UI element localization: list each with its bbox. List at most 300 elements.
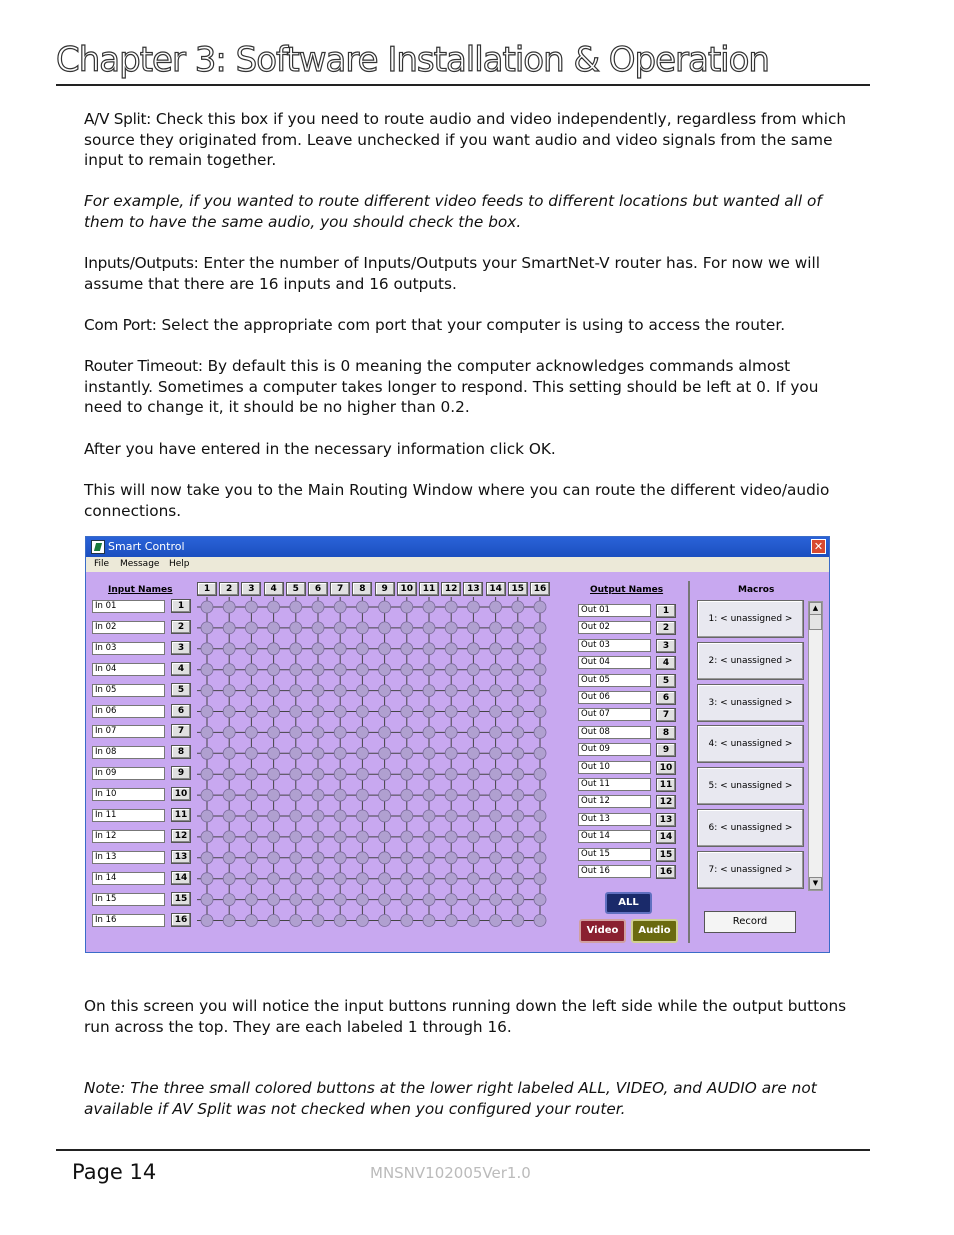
crosspoint-node[interactable] <box>512 706 524 718</box>
crosspoint-node[interactable] <box>245 831 257 843</box>
crosspoint-node[interactable] <box>467 831 479 843</box>
crosspoint-node[interactable] <box>445 622 457 634</box>
crosspoint-node[interactable] <box>268 831 280 843</box>
crosspoint-node[interactable] <box>245 894 257 906</box>
crosspoint-node[interactable] <box>268 685 280 697</box>
output-button[interactable]: 10 <box>397 582 417 596</box>
crosspoint-node[interactable] <box>379 601 391 613</box>
crosspoint-node[interactable] <box>401 789 413 801</box>
output-name-field[interactable]: Out 03 <box>578 639 651 652</box>
crosspoint-node[interactable] <box>290 789 302 801</box>
output-name-field[interactable]: Out 02 <box>578 621 651 634</box>
crosspoint-node[interactable] <box>312 852 324 864</box>
crosspoint-node[interactable] <box>534 873 546 885</box>
crosspoint-node[interactable] <box>223 810 235 822</box>
crosspoint-node[interactable] <box>401 915 413 927</box>
crosspoint-node[interactable] <box>290 915 302 927</box>
output-side-button[interactable]: 7 <box>656 708 676 722</box>
output-button[interactable]: 4 <box>264 582 284 596</box>
crosspoint-node[interactable] <box>223 726 235 738</box>
input-button[interactable]: 9 <box>171 766 191 780</box>
input-button[interactable]: 14 <box>171 871 191 885</box>
crosspoint-node[interactable] <box>512 726 524 738</box>
input-name-field[interactable]: In 15 <box>92 893 165 906</box>
input-name-field[interactable]: In 06 <box>92 705 165 718</box>
crosspoint-node[interactable] <box>245 789 257 801</box>
crosspoint-node[interactable] <box>356 768 368 780</box>
macro-button[interactable]: 1: < unassigned > <box>697 600 804 638</box>
crosspoint-node[interactable] <box>268 643 280 655</box>
crosspoint-node[interactable] <box>401 873 413 885</box>
crosspoint-node[interactable] <box>467 810 479 822</box>
crosspoint-node[interactable] <box>312 685 324 697</box>
output-name-field[interactable]: Out 11 <box>578 778 651 791</box>
output-name-field[interactable]: Out 07 <box>578 708 651 721</box>
crosspoint-node[interactable] <box>356 894 368 906</box>
close-icon[interactable]: ✕ <box>811 539 826 554</box>
crosspoint-node[interactable] <box>467 789 479 801</box>
crosspoint-node[interactable] <box>534 852 546 864</box>
output-side-button[interactable]: 12 <box>656 795 676 809</box>
crosspoint-node[interactable] <box>334 601 346 613</box>
crosspoint-node[interactable] <box>490 852 502 864</box>
crosspoint-node[interactable] <box>334 873 346 885</box>
crosspoint-node[interactable] <box>490 601 502 613</box>
crosspoint-node[interactable] <box>268 789 280 801</box>
crosspoint-node[interactable] <box>312 831 324 843</box>
output-button[interactable]: 5 <box>286 582 306 596</box>
crosspoint-node[interactable] <box>223 768 235 780</box>
crosspoint-node[interactable] <box>490 706 502 718</box>
output-side-button[interactable]: 13 <box>656 813 676 827</box>
crosspoint-node[interactable] <box>268 873 280 885</box>
crosspoint-node[interactable] <box>423 622 435 634</box>
crosspoint-node[interactable] <box>401 601 413 613</box>
crosspoint-node[interactable] <box>423 643 435 655</box>
crosspoint-node[interactable] <box>512 747 524 759</box>
crosspoint-node[interactable] <box>512 622 524 634</box>
output-side-button[interactable]: 10 <box>656 761 676 775</box>
crosspoint-node[interactable] <box>201 768 213 780</box>
output-button[interactable]: 2 <box>219 582 239 596</box>
crosspoint-node[interactable] <box>512 852 524 864</box>
crosspoint-node[interactable] <box>312 643 324 655</box>
input-name-field[interactable]: In 11 <box>92 809 165 822</box>
crosspoint-node[interactable] <box>534 643 546 655</box>
crosspoint-node[interactable] <box>201 852 213 864</box>
input-name-field[interactable]: In 09 <box>92 767 165 780</box>
crosspoint-node[interactable] <box>223 873 235 885</box>
crosspoint-node[interactable] <box>356 664 368 676</box>
macro-button[interactable]: 4: < unassigned > <box>697 725 804 763</box>
crosspoint-node[interactable] <box>445 831 457 843</box>
crosspoint-node[interactable] <box>445 915 457 927</box>
crosspoint-node[interactable] <box>512 768 524 780</box>
output-button[interactable]: 11 <box>419 582 439 596</box>
crosspoint-node[interactable] <box>534 601 546 613</box>
crosspoint-node[interactable] <box>245 643 257 655</box>
macro-button[interactable]: 5: < unassigned > <box>697 767 804 805</box>
crosspoint-node[interactable] <box>312 726 324 738</box>
crosspoint-node[interactable] <box>490 789 502 801</box>
output-button[interactable]: 12 <box>441 582 461 596</box>
output-name-field[interactable]: Out 12 <box>578 795 651 808</box>
crosspoint-node[interactable] <box>534 894 546 906</box>
crosspoint-node[interactable] <box>290 831 302 843</box>
crosspoint-node[interactable] <box>201 706 213 718</box>
crosspoint-node[interactable] <box>467 601 479 613</box>
crosspoint-node[interactable] <box>290 685 302 697</box>
output-side-button[interactable]: 5 <box>656 674 676 688</box>
crosspoint-node[interactable] <box>201 601 213 613</box>
crosspoint-node[interactable] <box>356 810 368 822</box>
crosspoint-node[interactable] <box>290 747 302 759</box>
output-button[interactable]: 15 <box>508 582 528 596</box>
crosspoint-node[interactable] <box>290 643 302 655</box>
output-name-field[interactable]: Out 10 <box>578 761 651 774</box>
crosspoint-node[interactable] <box>445 852 457 864</box>
crosspoint-node[interactable] <box>334 726 346 738</box>
crosspoint-node[interactable] <box>201 810 213 822</box>
crosspoint-node[interactable] <box>379 810 391 822</box>
crosspoint-node[interactable] <box>245 664 257 676</box>
crosspoint-node[interactable] <box>379 768 391 780</box>
crosspoint-node[interactable] <box>334 706 346 718</box>
input-name-field[interactable]: In 04 <box>92 663 165 676</box>
crosspoint-node[interactable] <box>356 726 368 738</box>
crosspoint-node[interactable] <box>245 873 257 885</box>
crosspoint-node[interactable] <box>490 747 502 759</box>
crosspoint-node[interactable] <box>223 915 235 927</box>
crosspoint-node[interactable] <box>423 768 435 780</box>
output-button[interactable]: 16 <box>530 582 550 596</box>
crosspoint-node[interactable] <box>490 915 502 927</box>
input-name-field[interactable]: In 03 <box>92 642 165 655</box>
crosspoint-node[interactable] <box>245 726 257 738</box>
crosspoint-node[interactable] <box>201 726 213 738</box>
crosspoint-node[interactable] <box>290 726 302 738</box>
crosspoint-node[interactable] <box>223 643 235 655</box>
crosspoint-node[interactable] <box>312 810 324 822</box>
menu-file[interactable]: File <box>94 559 110 569</box>
crosspoint-node[interactable] <box>512 601 524 613</box>
crosspoint-node[interactable] <box>268 706 280 718</box>
input-button[interactable]: 6 <box>171 704 191 718</box>
crosspoint-node[interactable] <box>401 831 413 843</box>
crosspoint-node[interactable] <box>401 768 413 780</box>
crosspoint-node[interactable] <box>512 643 524 655</box>
crosspoint-node[interactable] <box>268 726 280 738</box>
crosspoint-node[interactable] <box>268 747 280 759</box>
crosspoint-node[interactable] <box>490 685 502 697</box>
crosspoint-node[interactable] <box>490 873 502 885</box>
crosspoint-node[interactable] <box>334 915 346 927</box>
crosspoint-node[interactable] <box>245 706 257 718</box>
input-name-field[interactable]: In 16 <box>92 914 165 927</box>
crosspoint-node[interactable] <box>467 915 479 927</box>
crosspoint-node[interactable] <box>423 789 435 801</box>
macro-button[interactable]: 6: < unassigned > <box>697 809 804 847</box>
crosspoint-node[interactable] <box>334 685 346 697</box>
output-name-field[interactable]: Out 04 <box>578 656 651 669</box>
crosspoint-node[interactable] <box>290 894 302 906</box>
input-button[interactable]: 7 <box>171 724 191 738</box>
crosspoint-node[interactable] <box>512 664 524 676</box>
crosspoint-node[interactable] <box>401 747 413 759</box>
crosspoint-node[interactable] <box>467 664 479 676</box>
crosspoint-node[interactable] <box>445 706 457 718</box>
crosspoint-node[interactable] <box>423 873 435 885</box>
crosspoint-node[interactable] <box>312 873 324 885</box>
output-button[interactable]: 1 <box>197 582 217 596</box>
output-button[interactable]: 9 <box>375 582 395 596</box>
crosspoint-node[interactable] <box>534 622 546 634</box>
crosspoint-node[interactable] <box>223 831 235 843</box>
input-button[interactable]: 15 <box>171 892 191 906</box>
crosspoint-node[interactable] <box>534 768 546 780</box>
input-name-field[interactable]: In 05 <box>92 684 165 697</box>
crosspoint-node[interactable] <box>423 831 435 843</box>
crosspoint-node[interactable] <box>312 915 324 927</box>
crosspoint-node[interactable] <box>445 789 457 801</box>
output-name-field[interactable]: Out 06 <box>578 691 651 704</box>
crosspoint-node[interactable] <box>401 852 413 864</box>
crosspoint-node[interactable] <box>379 894 391 906</box>
crosspoint-node[interactable] <box>290 622 302 634</box>
crosspoint-node[interactable] <box>379 664 391 676</box>
input-button[interactable]: 16 <box>171 913 191 927</box>
crosspoint-node[interactable] <box>379 747 391 759</box>
input-name-field[interactable]: In 13 <box>92 851 165 864</box>
crosspoint-node[interactable] <box>445 685 457 697</box>
crosspoint-node[interactable] <box>534 664 546 676</box>
crosspoint-node[interactable] <box>312 894 324 906</box>
crosspoint-node[interactable] <box>312 664 324 676</box>
crosspoint-node[interactable] <box>490 622 502 634</box>
crosspoint-node[interactable] <box>534 789 546 801</box>
crosspoint-node[interactable] <box>201 915 213 927</box>
crosspoint-node[interactable] <box>512 873 524 885</box>
crosspoint-node[interactable] <box>379 873 391 885</box>
crosspoint-node[interactable] <box>401 685 413 697</box>
crosspoint-node[interactable] <box>356 622 368 634</box>
crosspoint-node[interactable] <box>401 810 413 822</box>
crosspoint-node[interactable] <box>534 706 546 718</box>
crosspoint-node[interactable] <box>379 852 391 864</box>
crosspoint-node[interactable] <box>223 747 235 759</box>
menu-help[interactable]: Help <box>169 559 190 569</box>
output-side-button[interactable]: 11 <box>656 778 676 792</box>
audio-button[interactable]: Audio <box>631 919 678 943</box>
crosspoint-node[interactable] <box>223 852 235 864</box>
crosspoint-node[interactable] <box>334 852 346 864</box>
crosspoint-node[interactable] <box>245 915 257 927</box>
scroll-down-icon[interactable]: ▼ <box>809 877 822 890</box>
crosspoint-node[interactable] <box>245 852 257 864</box>
crosspoint-node[interactable] <box>334 789 346 801</box>
crosspoint-node[interactable] <box>201 873 213 885</box>
crosspoint-node[interactable] <box>356 601 368 613</box>
input-name-field[interactable]: In 08 <box>92 746 165 759</box>
output-button[interactable]: 7 <box>330 582 350 596</box>
crosspoint-node[interactable] <box>201 831 213 843</box>
crosspoint-node[interactable] <box>534 685 546 697</box>
crosspoint-node[interactable] <box>467 852 479 864</box>
crosspoint-node[interactable] <box>201 894 213 906</box>
crosspoint-node[interactable] <box>423 894 435 906</box>
crosspoint-node[interactable] <box>356 831 368 843</box>
crosspoint-node[interactable] <box>223 664 235 676</box>
input-button[interactable]: 4 <box>171 662 191 676</box>
output-side-button[interactable]: 8 <box>656 726 676 740</box>
output-side-button[interactable]: 3 <box>656 639 676 653</box>
crosspoint-node[interactable] <box>356 706 368 718</box>
crosspoint-node[interactable] <box>223 601 235 613</box>
output-side-button[interactable]: 6 <box>656 691 676 705</box>
crosspoint-node[interactable] <box>490 726 502 738</box>
output-side-button[interactable]: 14 <box>656 830 676 844</box>
output-button[interactable]: 6 <box>308 582 328 596</box>
scroll-thumb[interactable] <box>809 614 822 630</box>
crosspoint-node[interactable] <box>312 601 324 613</box>
input-button[interactable]: 10 <box>171 787 191 801</box>
output-name-field[interactable]: Out 08 <box>578 726 651 739</box>
crosspoint-node[interactable] <box>245 747 257 759</box>
output-button[interactable]: 13 <box>463 582 483 596</box>
output-name-field[interactable]: Out 05 <box>578 674 651 687</box>
crosspoint-node[interactable] <box>512 915 524 927</box>
crosspoint-node[interactable] <box>534 831 546 843</box>
crosspoint-node[interactable] <box>312 706 324 718</box>
crosspoint-node[interactable] <box>290 664 302 676</box>
crosspoint-node[interactable] <box>356 685 368 697</box>
input-button[interactable]: 8 <box>171 745 191 759</box>
output-button[interactable]: 3 <box>241 582 261 596</box>
crosspoint-node[interactable] <box>445 643 457 655</box>
crosspoint-node[interactable] <box>334 747 346 759</box>
input-button[interactable]: 2 <box>171 620 191 634</box>
crosspoint-node[interactable] <box>467 894 479 906</box>
input-button[interactable]: 3 <box>171 641 191 655</box>
crosspoint-node[interactable] <box>290 768 302 780</box>
macro-button[interactable]: 3: < unassigned > <box>697 684 804 722</box>
crosspoint-node[interactable] <box>334 810 346 822</box>
crosspoint-node[interactable] <box>490 894 502 906</box>
crosspoint-node[interactable] <box>312 622 324 634</box>
input-button[interactable]: 5 <box>171 683 191 697</box>
crosspoint-node[interactable] <box>401 664 413 676</box>
crosspoint-node[interactable] <box>379 789 391 801</box>
crosspoint-node[interactable] <box>290 852 302 864</box>
crosspoint-node[interactable] <box>290 873 302 885</box>
crosspoint-node[interactable] <box>401 706 413 718</box>
crosspoint-node[interactable] <box>445 747 457 759</box>
output-name-field[interactable]: Out 09 <box>578 743 651 756</box>
crosspoint-node[interactable] <box>245 810 257 822</box>
crosspoint-node[interactable] <box>423 747 435 759</box>
crosspoint-node[interactable] <box>245 768 257 780</box>
crosspoint-node[interactable] <box>423 706 435 718</box>
output-button[interactable]: 8 <box>352 582 372 596</box>
crosspoint-node[interactable] <box>423 601 435 613</box>
macro-button[interactable]: 2: < unassigned > <box>697 642 804 680</box>
input-button[interactable]: 12 <box>171 829 191 843</box>
output-button[interactable]: 14 <box>486 582 506 596</box>
crosspoint-node[interactable] <box>401 894 413 906</box>
input-name-field[interactable]: In 01 <box>92 600 165 613</box>
crosspoint-node[interactable] <box>290 601 302 613</box>
crosspoint-node[interactable] <box>379 831 391 843</box>
crosspoint-node[interactable] <box>534 915 546 927</box>
crosspoint-node[interactable] <box>445 601 457 613</box>
crosspoint-node[interactable] <box>467 685 479 697</box>
crosspoint-node[interactable] <box>356 852 368 864</box>
crosspoint-node[interactable] <box>401 643 413 655</box>
crosspoint-node[interactable] <box>401 622 413 634</box>
crosspoint-node[interactable] <box>534 810 546 822</box>
macro-button[interactable]: 7: < unassigned > <box>697 851 804 889</box>
all-button[interactable]: ALL <box>605 892 652 914</box>
crosspoint-node[interactable] <box>356 915 368 927</box>
crosspoint-node[interactable] <box>223 622 235 634</box>
output-side-button[interactable]: 4 <box>656 656 676 670</box>
crosspoint-node[interactable] <box>379 622 391 634</box>
crosspoint-node[interactable] <box>201 643 213 655</box>
crosspoint-node[interactable] <box>201 789 213 801</box>
crosspoint-node[interactable] <box>467 873 479 885</box>
output-name-field[interactable]: Out 16 <box>578 865 651 878</box>
crosspoint-node[interactable] <box>379 726 391 738</box>
crosspoint-node[interactable] <box>490 831 502 843</box>
crosspoint-node[interactable] <box>334 831 346 843</box>
output-name-field[interactable]: Out 14 <box>578 830 651 843</box>
crosspoint-node[interactable] <box>268 852 280 864</box>
crosspoint-node[interactable] <box>423 726 435 738</box>
crosspoint-node[interactable] <box>467 622 479 634</box>
output-side-button[interactable]: 1 <box>656 604 676 618</box>
crosspoint-node[interactable] <box>490 643 502 655</box>
output-name-field[interactable]: Out 15 <box>578 848 651 861</box>
crosspoint-node[interactable] <box>201 747 213 759</box>
crosspoint-node[interactable] <box>334 622 346 634</box>
crosspoint-node[interactable] <box>467 726 479 738</box>
crosspoint-node[interactable] <box>201 664 213 676</box>
crosspoint-node[interactable] <box>423 664 435 676</box>
crosspoint-node[interactable] <box>223 685 235 697</box>
crosspoint-node[interactable] <box>423 810 435 822</box>
crosspoint-node[interactable] <box>312 789 324 801</box>
crosspoint-node[interactable] <box>490 664 502 676</box>
crosspoint-node[interactable] <box>268 664 280 676</box>
crosspoint-node[interactable] <box>490 768 502 780</box>
input-button[interactable]: 1 <box>171 599 191 613</box>
crosspoint-node[interactable] <box>356 747 368 759</box>
crosspoint-node[interactable] <box>245 622 257 634</box>
crosspoint-node[interactable] <box>512 789 524 801</box>
input-button[interactable]: 11 <box>171 808 191 822</box>
crosspoint-node[interactable] <box>467 768 479 780</box>
crosspoint-node[interactable] <box>245 601 257 613</box>
crosspoint-node[interactable] <box>334 643 346 655</box>
crosspoint-node[interactable] <box>223 789 235 801</box>
crosspoint-node[interactable] <box>245 685 257 697</box>
output-name-field[interactable]: Out 13 <box>578 813 651 826</box>
input-name-field[interactable]: In 07 <box>92 725 165 738</box>
crosspoint-node[interactable] <box>201 685 213 697</box>
crosspoint-node[interactable] <box>379 685 391 697</box>
crosspoint-node[interactable] <box>268 601 280 613</box>
crosspoint-node[interactable] <box>290 810 302 822</box>
